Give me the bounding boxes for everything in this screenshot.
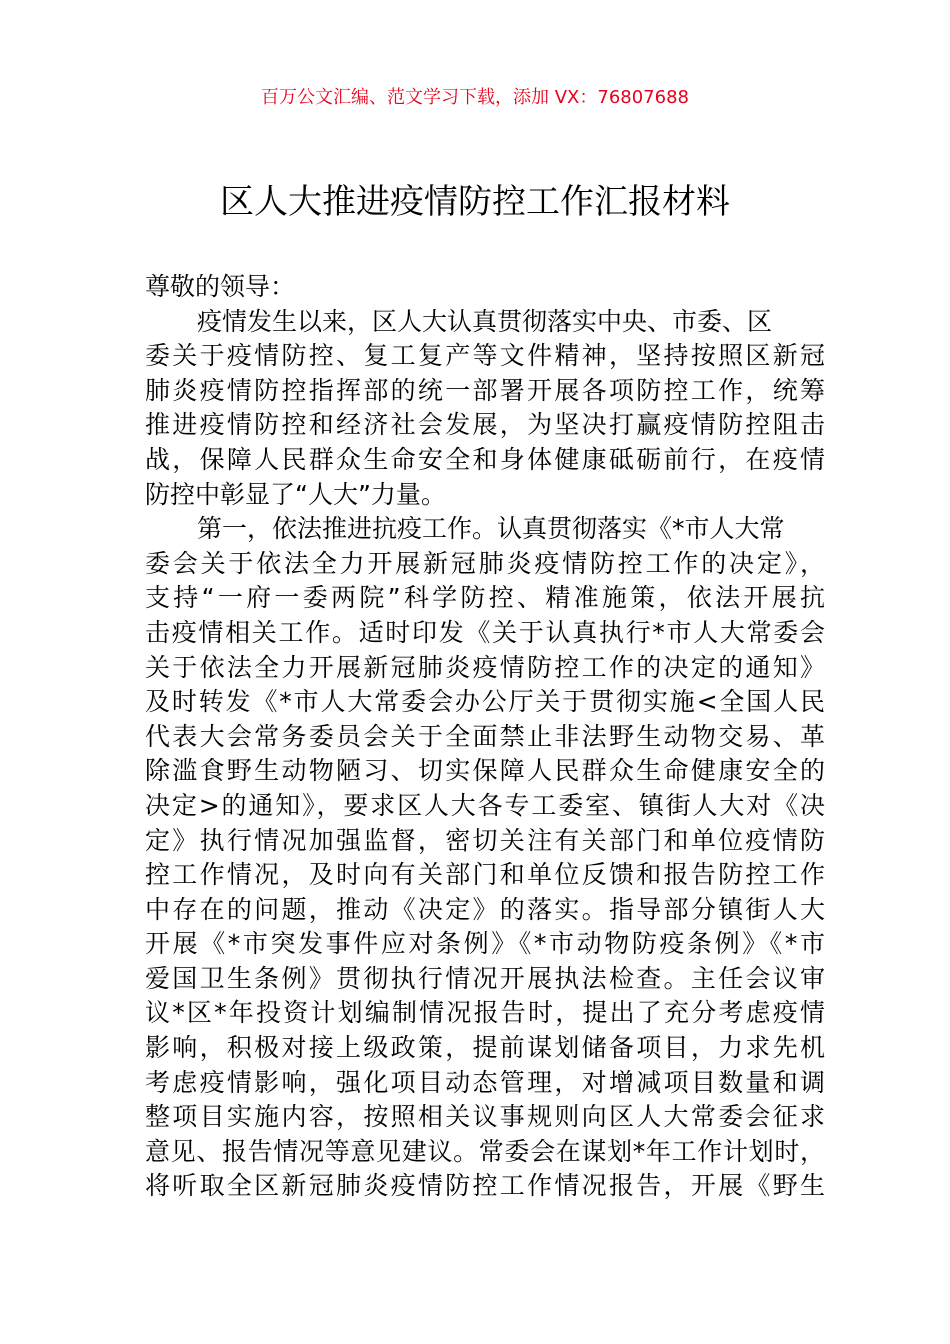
- paragraph-line: 防控中彰显了“人大”力量。: [145, 479, 446, 509]
- paragraph-line: 意见、报告情况等意见建议。常委会在谋划*年工作计划时，: [145, 1136, 825, 1166]
- paragraph-line: 控工作情况，及时向有关部门和单位反馈和报告防控工作: [145, 860, 825, 890]
- paragraph-line: 战，保障人民群众生命安全和身体健康砥砺前行，在疫情: [145, 444, 825, 474]
- paragraph-line: 关于依法全力开展新冠肺炎疫情防控工作的决定的通知》: [145, 652, 825, 682]
- paragraph-line: 肺炎疫情防控指挥部的统一部署开展各项防控工作，统筹: [145, 375, 825, 405]
- watermark-banner: 百万公文汇编、范文学习下载，添加 VX：76807688: [261, 87, 689, 108]
- document-title: 区人大推进疫情防控工作汇报材料: [220, 182, 730, 222]
- paragraph-line: 将听取全区新冠肺炎疫情防控工作情况报告，开展《野生: [145, 1171, 825, 1201]
- paragraph-line: 推进疫情防控和经济社会发展，为坚决打赢疫情防控阻击: [145, 410, 825, 440]
- paragraph-line: 代表大会常务委员会关于全面禁止非法野生动物交易、革: [145, 721, 825, 751]
- paragraph-line: 击疫情相关工作。适时印发《关于认真执行*市人大常委会: [145, 617, 825, 647]
- salutation: 尊敬的领导：: [145, 272, 296, 301]
- paragraph-line: 委关于疫情防控、复工复产等文件精神，坚持按照区新冠: [145, 341, 825, 371]
- paragraph-line: 定》执行情况加强监督，密切关注有关部门和单位疫情防: [145, 825, 825, 855]
- paragraph-line: 中存在的问题，推动《决定》的落实。指导部分镇街人大: [145, 894, 825, 924]
- paragraph-line: 及时转发《*市人大常委会办公厅关于贯彻实施<全国人民: [145, 687, 825, 717]
- paragraph-line: 议*区*年投资计划编制情况报告时，提出了充分考虑疫情: [145, 998, 825, 1028]
- paragraph-line: 疫情发生以来，区人大认真贯彻落实中央、市委、区: [197, 306, 773, 336]
- paragraph-line: 支持“一府一委两院”科学防控、精准施策，依法开展抗: [145, 583, 825, 613]
- paragraph-line: 影响，积极对接上级政策，提前谋划储备项目，力求先机: [145, 1033, 825, 1063]
- paragraph-line: 除滥食野生动物陋习、切实保障人民群众生命健康安全的: [145, 756, 825, 786]
- paragraph-line: 决定>的通知》，要求区人大各专工委室、镇街人大对《决: [145, 790, 825, 820]
- paragraph-line: 委会关于依法全力开展新冠肺炎疫情防控工作的决定》，: [145, 548, 825, 578]
- paragraph-line: 考虑疫情影响，强化项目动态管理，对增减项目数量和调: [145, 1067, 825, 1097]
- paragraph-line: 第一，依法推进抗疫工作。认真贯彻落实《*市人大常: [197, 514, 785, 544]
- paragraph-line: 开展《*市突发事件应对条例》《*市动物防疫条例》《*市: [145, 929, 825, 959]
- paragraph-line: 整项目实施内容，按照相关议事规则向区人大常委会征求: [145, 1102, 825, 1132]
- paragraph-line: 爱国卫生条例》贯彻执行情况开展执法检查。主任会议审: [145, 963, 825, 993]
- document-body: [145, 270, 825, 1204]
